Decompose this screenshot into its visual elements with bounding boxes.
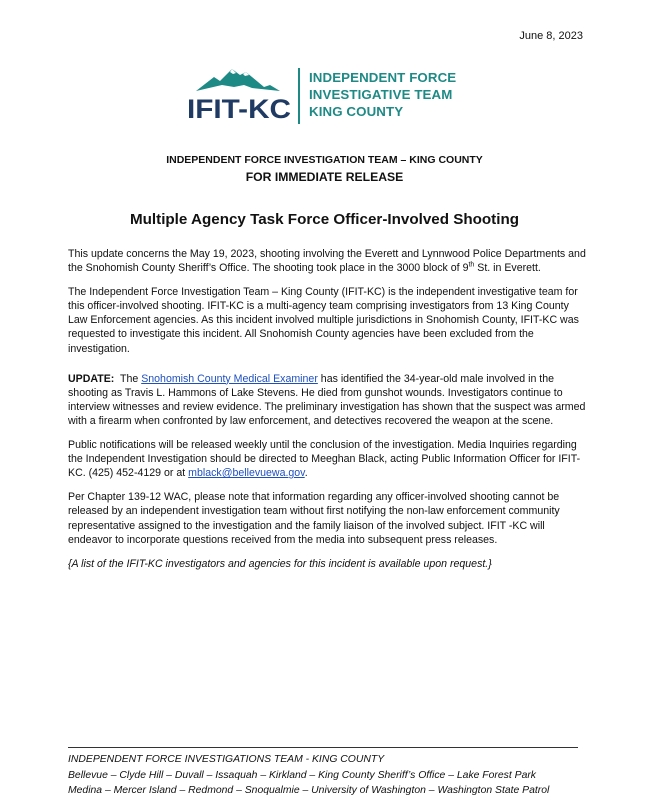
medical-examiner-link[interactable]: Snohomish County Medical Examiner [141,372,318,385]
paragraph-team: The Independent Force Investigation Team – King County (IFIT-KC) is the independent investigative team for this officer-involved shooting. IFIT-KC is a multi-agency team comprising investigators from 13 King County Law Enforcement agencies. As this incident involved multiple jurisdictions in Snohomish County, IFIT-KC was requested to investigate this incident. All Snohomish County agencies have been excluded from the investigation. [68,286,579,355]
org-heading: INDEPENDENT FORCE INVESTIGATION TEAM – KING COUNTY [166,154,483,166]
paragraph-update [68,372,588,428]
logo-wordmark [309,69,456,120]
p3-post: has identified the 34-year-old male involved in the shooting as Travis L. Hammons of Lake Stevens. He died from gunshot wounds. Investigators continue to interview witnesses and review evidence. The preliminary investigation has shown that the suspect was armed with a firearm when confronted by law enforcement, and detectives recovered the weapon at the scene. [68,372,586,427]
email-link[interactable]: mblack@bellevuewa.gov [188,467,305,480]
p3-pre: The [114,372,142,385]
footer-agencies-line-1: Bellevue – Clyde Hill – Duvall – Issaquah – Kirkland – King County Sheriff’s Office – Lake Forest Park [68,769,537,781]
p1-end: St. in Everett. [474,262,541,275]
mountain-logo-icon [186,64,292,126]
page-title: Multiple Agency Task Force Officer-Involved Shooting [129,211,520,228]
release-date: June 8, 2023 [519,30,583,42]
release-body [68,247,588,581]
release-heading: FOR IMMEDIATE RELEASE [245,170,404,184]
update-label: UPDATE: [68,372,115,385]
footer-divider [68,747,578,748]
ifit-kc-logo [186,64,476,126]
footer-agencies-line-2: Medina – Mercer Island – Redmond – Snoqualmie – University of Washington – Washington State Patrol [68,785,550,797]
p4-end: . [304,467,308,480]
logo-word-line: INVESTIGATIVE TEAM [309,87,453,102]
footer-team-name: INDEPENDENT FORCE INVESTIGATIONS TEAM - KING COUNTY [68,754,385,765]
paragraph-notifications [68,438,588,480]
p1-superscript: th [468,261,475,269]
logo-word-line: INDEPENDENT FORCE [309,70,457,85]
paragraph-investigators-note [68,557,588,571]
p4-text: Public notifications will be released weekly until the conclusion of the investigation. Media Inquiries regarding the Independent Investigation should be directed to Meeghan Black, acting Public Information Officer for IFIT-KC. (425) 452-4129 or at [68,439,581,480]
paragraph-incident [68,247,588,275]
p1-text: This update concerns the May 19, 2023, shooting involving the Everett and Lynnwood Police Departments and the Snohomish County Sheriff’s Office. The shooting took place in the 3000 block of 9 [68,248,586,275]
investigators-note: {A list of the IFIT-KC investigators and agencies for this incident is available upon request.} [68,557,492,570]
paragraph-wac: Per Chapter 139-12 WAC, please note that information regarding any officer-involved shooting cannot be released by an independent investigation team without first notifying the non-law enforcement community representative assigned to the investigation and the family liaison of the involved subject. IFIT -KC will endeavor to incorporate questions received from the media into subsequent press releases. [68,491,560,546]
logo-divider [298,68,300,124]
logo-word-line: KING COUNTY [309,104,404,119]
footer [68,752,588,799]
logo-acronym: IFIT-KC [187,94,291,124]
